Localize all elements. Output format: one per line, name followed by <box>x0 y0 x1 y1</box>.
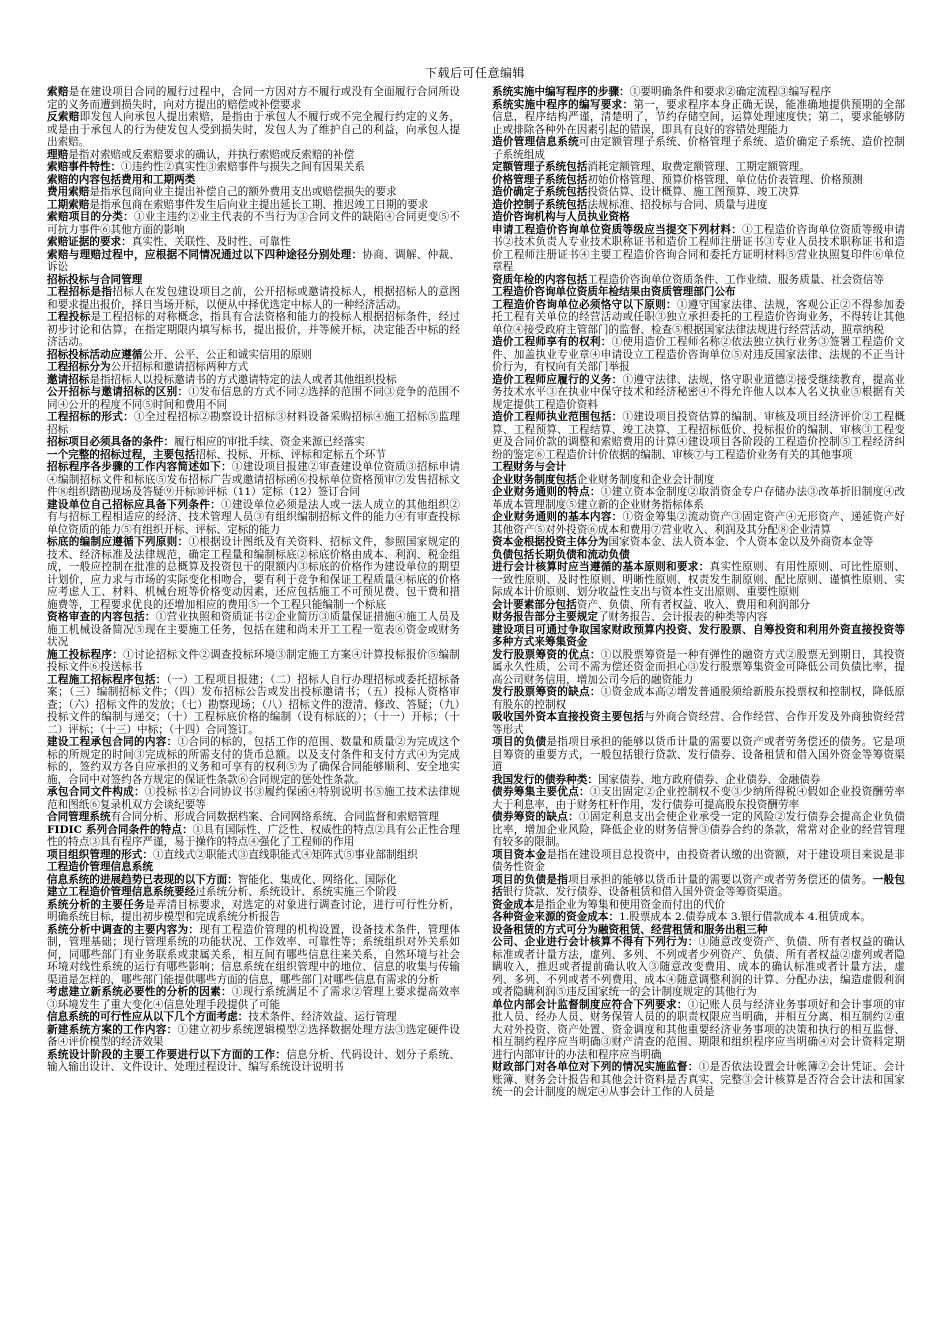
paragraph <box>492 174 905 187</box>
paragraph <box>492 774 905 787</box>
paragraph <box>492 286 905 299</box>
term-body: ①随意改变资产、负债、所有者权益的确认标准或者计量方法，虚列、多列、不列或者少列资产、负债、所有者权益②虚列或者隐瞒收入，推迟或者提前确认收入③随意改变费用、成本的确认标准或者计量方法，虚列、多列、不列或者不列费用、成本④随意调整利润的计算、分配办法，编造虚假利润或者隐瞒利润⑤违反国家统一的会计制度规定的其他行为 <box>492 936 905 998</box>
term-heading: 工程造价管理信息系统 <box>47 861 153 873</box>
term-body: 是弄清目标要求，对选定的对象进行调查讨论，进行可行性分析，明确系统目标，提出初步模型和完成系统分析报告 <box>47 898 461 923</box>
term-body: 资产、负债、所有者权益、收入、费用和利润部分 <box>576 598 810 611</box>
term-body: ①根据设计图纸及有关资料、招标文件，参照国家规定的技术、经济标准及法律规范，确定工程量和编制标底②标底价格由成本、利润、税金组成，一般应控制在批准的总概算及投资包干的限额内③标底的价格作为建设单位的期望计划价，应力求与市场的实际变化相吻合，要有利于竞争和保证工程质量④标底的价格应考虑人工、材料、机械台班等价格变动因素，还应包括施工不可预见费、包干费和措施费等，工程要求优良的还增加相应的费用⑤一个工程只能编制一个标底 <box>47 536 461 611</box>
term-body: 可由定额管理子系统、价格管理子系统、造价确定子系统、造价控制子系统组成 <box>492 136 906 161</box>
term-body: ①讨论招标文件②调查投标环境③制定施工方案④计算投标报价⑤编制投标文件⑥投送标书 <box>47 648 461 673</box>
term-heading: 索赔项目的分类： <box>47 211 135 223</box>
term-heading: 发行股票筹资的优点： <box>492 648 601 661</box>
term-body: ①遵守法律、法规，恪守职业道德②接受继续教育，提高业务技术水平③在执业中保守技术和经济秘密④不得允许他人以本人名义执业⑤根据有关规定提供工程造价资料 <box>492 373 906 411</box>
term-body: 即发包人向承包人提出索赔，是指由于承包人不履行或不完全履行约定的义务，或是由于承包人的行为使发包人受到损失时，发包人为了维护自己的利益，向承包人提出索赔。 <box>47 111 461 148</box>
paragraph <box>47 386 460 411</box>
term-body: 公开招标和邀请招标两种方式 <box>110 361 249 373</box>
term-heading: 工程财务与会计 <box>492 461 567 473</box>
paragraph <box>47 249 460 274</box>
term-heading: 设备租赁的方式可分为融资租赁、经营租赁和服务出租三种 <box>492 923 768 936</box>
term-heading: 工期索赔 <box>47 198 90 211</box>
paragraph <box>492 274 905 287</box>
paragraph <box>492 161 905 174</box>
term-heading: 工程造价咨询单位资质年检结果由资质管理部门公布 <box>492 286 736 298</box>
paragraph <box>47 861 460 874</box>
term-heading: 造价控制子系统包括 <box>492 198 588 211</box>
paragraph <box>47 886 460 899</box>
paragraph <box>492 474 905 487</box>
paragraph <box>47 436 460 449</box>
term-body: 招标、投标、开标、评标和定标五个环节 <box>195 448 386 461</box>
term-heading: 资质年检的内容包括 <box>492 273 588 286</box>
right-column <box>492 86 905 1099</box>
term-body: ①投标书②合同协议书③履约保函④特别说明书⑤施工技术法律规范和图纸⑥复录机双方会谈纪要等 <box>47 786 461 811</box>
paragraph <box>492 599 905 612</box>
paragraph <box>492 561 905 599</box>
paragraph <box>47 536 460 611</box>
term-body: 信息分析、代码设计、划分子系统、输入输出设计、文件设计、处理过程设计、编写系统设计说明书 <box>47 1048 461 1073</box>
paragraph <box>47 611 460 649</box>
paragraph <box>47 786 460 811</box>
paragraph <box>47 674 460 737</box>
paragraph <box>492 549 905 562</box>
term-body: 有合同分析、形成合同数据档案、合同网络系统、合同监督和索赔管理 <box>110 811 439 823</box>
paragraph <box>492 336 905 374</box>
term-body: ①遵守国家法律、法规，客观公正②不得参加委托工程有关单位的经营活动或任职③独立承担委托的工程造价咨询业务，不得转让其他单位④接受政府主管部门的监督、检查⑤根据国家法律法规进行经营活动，照章纳税 <box>492 298 905 336</box>
paragraph <box>492 1061 905 1099</box>
term-heading: 造价工程师应履行的义务： <box>492 373 623 386</box>
term-body: 技术条件、经济效益、运行管理 <box>248 1011 397 1023</box>
paragraph <box>492 136 905 161</box>
term-heading: 债券筹资的缺点： <box>492 811 580 823</box>
paragraph <box>492 849 905 874</box>
term-body: ①直线式②职能式③直线职能式④矩阵式⑤事业部制组织 <box>152 848 418 861</box>
paragraph <box>492 874 905 899</box>
term-body: ①建立资本金制度②取消资金专户存储办法③改革折旧制度④改革成本管理制度⑤建立新的企业财务指标体系 <box>492 486 906 511</box>
paragraph <box>47 236 460 249</box>
paragraph <box>492 736 905 774</box>
term-heading: 企业财务制度包括 <box>492 473 577 486</box>
term-body: ①全过程招标②勘察设计招标③材料设备采购招标④施工招标⑤监理招标 <box>47 411 461 436</box>
paragraph <box>492 624 905 649</box>
term-body: 公开、公平、公正和诚实信用的原则 <box>142 348 312 361</box>
term-heading: 系统实施中程序的编写要求： <box>492 98 634 111</box>
paragraph <box>492 461 905 474</box>
term-heading: 造价确定子系统包括 <box>492 186 588 198</box>
term-heading: 项目资本金 <box>492 848 547 861</box>
term-heading: 一个完整的招标过程，主要包括 <box>47 448 196 461</box>
paragraph <box>492 486 905 511</box>
term-body: ①是否依法设置会计帐簿②会计凭证、会计账簿、财务会计报告和其他会计资料是否真实、完整③会计核算是否符合会计法和国家统一的会计制度的规定④从事会计工作的人员是 <box>492 1061 905 1098</box>
paragraph <box>492 611 905 624</box>
term-heading: 发行股票筹资的缺点： <box>492 686 601 698</box>
term-heading: 招标投标与合同管理 <box>47 273 143 286</box>
term-heading: 建设单位自己招标应具备下列条件： <box>47 498 222 511</box>
term-body: ①具有国际性、广泛性、权威性的特点②具有公正性合理性的特点③具有程序严谨，易于操作的特点④强化了工程师的作用 <box>47 823 460 848</box>
paragraph <box>47 161 460 174</box>
paragraph <box>492 711 905 736</box>
term-body: 智能化、集成化、网络化、国际化 <box>237 873 397 886</box>
paragraph <box>47 1049 460 1074</box>
paragraph <box>492 99 905 137</box>
term-body: 是指对索赔或反索赔要求的确认，并执行索赔或反索赔的补偿 <box>68 148 355 161</box>
paragraph <box>492 999 905 1062</box>
term-heading: 我国发行的债券种类： <box>492 773 598 786</box>
term-heading: 单位内部会计监督制度应符合下列要求： <box>492 998 688 1011</box>
term-heading: 索赔证据的要求： <box>47 236 132 248</box>
paragraph <box>492 649 905 687</box>
paragraph <box>492 224 905 274</box>
term-heading: 邀请招标 <box>47 373 90 386</box>
term-heading: 企业财务通则的特点： <box>492 486 601 498</box>
term-heading: 会计要素部分包括 <box>492 598 577 611</box>
term-heading: 负债包括长期负债和流动负债 <box>492 548 630 561</box>
term-heading: 吸收国外资本直接投资主要包括 <box>492 711 645 723</box>
term-body: ①违约性②真实性③索赔事件与损失之间有因果关系 <box>121 161 365 173</box>
paragraph <box>47 374 460 387</box>
term-heading: 系统分析中调查的主要内容为： <box>47 923 200 936</box>
paragraph <box>492 786 905 811</box>
paragraph <box>492 299 905 337</box>
term-body: 银行贷款、发行债券、设备租赁和借入国外资金等筹资渠道。 <box>502 886 789 898</box>
page-header: 下载后可任意编辑 <box>424 66 525 80</box>
term-body: ①营业执照和资质证书②企业简历③质量保证措施④施工人员及施工机械设备简况⑤现在主要施工任务，包括在建和尚未开工工程一览表⑥资金或财务状况 <box>47 611 461 648</box>
term-heading: FIDIC 系列合同条件的特点： <box>47 823 193 836</box>
term-body: ①资金成本高②增发普通股须给新股东投票权和控制权，降低原有股东的控制权 <box>492 686 906 711</box>
term-heading: 进行会计核算时应当遵循的基本原则和要求： <box>492 561 710 573</box>
paragraph <box>47 349 460 362</box>
term-heading: 造价咨询机构与人员执业资格 <box>492 211 630 223</box>
paragraph <box>492 911 905 924</box>
left-column <box>47 86 460 1074</box>
paragraph <box>47 86 460 111</box>
paragraph <box>47 986 460 1011</box>
term-body: 与外商合资经营、合作经营、合作开发及外商独资经营等形式 <box>492 711 906 736</box>
paragraph <box>47 411 460 436</box>
term-body: 初始价格管理、预算价格管理、单位估价表管理、价格预测 <box>587 173 863 186</box>
term-heading: 信息系统的进展趋势已表现的以下方面： <box>47 873 238 886</box>
paragraph <box>47 874 460 887</box>
term-body: 了财务报告、会计报表的种类等内容 <box>597 611 768 623</box>
term-body: 是指在建设项目总投资中，由投资者认缴的出资额，对于建设项目来说是非债务性资金 <box>492 848 906 873</box>
term-body: ①现行系统满足不了需求②管理上要求提高效率③环境发生了重大变化④信息处理手段提供了可能 <box>47 986 460 1011</box>
term-heading: 资本金根据投资主体分为 <box>492 536 609 548</box>
paragraph <box>492 186 905 199</box>
paragraph <box>47 849 460 862</box>
term-heading: 索赔事件特性： <box>47 161 122 173</box>
term-body: ①发布信息的方式不同②选择的范围不同③竞争的范围不同④公开的程度不同⑤时间和费用不同 <box>47 386 461 411</box>
term-heading: 申请工程造价咨询单位资质等级应当提交下列材料： <box>492 223 743 236</box>
paragraph <box>492 511 905 536</box>
term-body: ①合同的标的，包括工作的范围、数量和质量②为完成这个标的所规定的时间③完成标的所需支付的货币总额。以及支付条件和支付方式④为完成标的，签约双方各自应承担的义务和可享有的权利⑤为了确保合同能够顺利、安全地实施，合同中对签约各方规定的保证性条款⑥合同规定的惩处性条款。 <box>47 736 461 786</box>
term-heading: 资金成本 <box>492 898 535 911</box>
term-body: 是指项目承担的能够以货币计量的需要以资产或者劳务偿还的债务。它是项目筹资的重要方式，一般包括银行贷款、发行债券、设备租赁和借入国外资金等筹资渠道 <box>492 736 906 773</box>
term-heading: 索赔与理赔过程中，应根据不同情况通过以下四种途径分别处理： <box>47 248 363 261</box>
term-heading: 财政部门对各单位对下列的情况实施监督： <box>492 1061 699 1073</box>
term-heading: 建设项目可通过争取国家财政预算内投资、发行股票、自筹投资和利用外资直接投资等多种方式来筹集资金 <box>492 623 905 648</box>
term-heading: 财务报告部分主要规定 <box>492 611 598 623</box>
term-heading: 债券筹集主要优点： <box>492 786 590 798</box>
paragraph <box>47 811 460 824</box>
term-body: 现有工程造价管理的机构设置，设备技术条件，管理体制，管理基础；现行管理系统的功能状况、工作效率、可靠性等；系统组织对外关系如何，同哪些部门有业务联系或隶属关系，相互间有哪些信息往来关系，自然环境与社会环境对线性系统的运行有哪些影响；信息系统在组织管理中的地位、信息的收集与传输渠道是怎样的，哪些部门能提供哪些方面的信息，哪些部门对哪些信息有需求的分析 <box>47 923 461 986</box>
term-body: 真实性、关联性、及时性、可靠性 <box>131 236 291 248</box>
term-heading: 系统设计阶段的主要工作要进行以下方面的工作： <box>47 1048 287 1061</box>
term-heading: 工程投标 <box>47 311 91 323</box>
term-heading: 工程招标分为 <box>47 361 111 373</box>
term-heading: 工程招标的形式： <box>47 411 135 423</box>
paragraph <box>492 199 905 212</box>
paragraph <box>47 149 460 162</box>
term-heading: 项目的负债 <box>492 736 547 748</box>
term-body: ①工程造价咨询单位资质等级申请书②技术负责人专业技术职称证书和造价工程师注册证书③专业人员技术职称证书和造价工程师注册证书④主要工程造价咨询合同和委托方证明材料⑤营业执照复印件⑥单位章程 <box>492 223 906 273</box>
paragraph <box>47 461 460 499</box>
paragraph <box>47 499 460 537</box>
term-heading: 公司、企业进行会计核算不得有下列行为： <box>492 936 699 948</box>
term-body: ①使用造价工程师名称②依法独立执行业务③签署工程造价文件、加盖执业专业章④申请设立工程造价咨询单位⑤对违反国家法律、法规的不正当计价行为，有权向有关部门举报 <box>492 336 906 373</box>
term-heading: 索赔的内容包括费用和工期两类 <box>47 173 196 186</box>
term-body: ①建设项目报建②审查建设单位资质③招标申请④编制招标文件和标底⑤发布招标广告或邀请招标函⑥投标单位资格预审⑦发售招标文件⑧组织踏勘现场及答疑⑨开标⑩评标（11）定标（12）签订合同 <box>47 461 460 498</box>
paragraph <box>47 311 460 349</box>
paragraph <box>47 199 460 212</box>
term-heading: 新建系统方案的工作内容： <box>47 1023 178 1036</box>
term-heading: 费用索赔 <box>47 186 90 198</box>
term-heading: 信息系统的可行性应从以下几个方面考虑： <box>47 1011 249 1023</box>
paragraph <box>492 924 905 937</box>
term-heading: 资格审查的内容包括： <box>47 611 156 623</box>
paragraph <box>47 824 460 849</box>
term-body: 工程造价咨询单位资质条件、工作业绩、服务质量、社会资信等 <box>587 273 884 286</box>
term-body: ①固定利息支出会使企业承受一定的风险②发行债券会提高企业负债比率，增加企业风险，降低企业的财务信誉③债券合约的条款，常常对企业的经营管理有较多的限制。 <box>492 811 906 848</box>
term-heading: 建立工程造价管理信息系统要经 <box>47 886 196 898</box>
term-heading: 企业财务通则的基本内容： <box>492 511 623 523</box>
paragraph <box>492 899 905 912</box>
paragraph <box>492 411 905 461</box>
term-heading: 各种资金来源的资金成本： <box>492 911 620 923</box>
term-body: ①资金筹集②流动资产③固定资产④无形资产、递延资产好其他资产⑤对外投资⑥成本和费用⑦营业收入、利润及其分配⑧企业清算 <box>492 511 906 536</box>
term-body: ①建立初步系统逻辑模型②选择数据处理方法③选定硬件设备④评价模型的经济效果 <box>47 1023 461 1048</box>
paragraph <box>47 174 460 187</box>
term-body: 是指承包商向业主提出补偿自己的额外费用支出或赔偿损失的要求 <box>89 186 397 198</box>
term-heading: 建设工程承包合同的内容： <box>47 736 178 748</box>
paragraph <box>47 361 460 374</box>
term-body: 企业财务制度和企业会计制度 <box>576 473 715 486</box>
term-body: 是工程招标的对称概念，指具有合法资格和能力的投标人根据招标条件，经过初步讨论和估算，在指定期限内填写标书，提出报价，并等候开标，决定能否中标的经济活动。 <box>47 311 461 348</box>
paragraph <box>47 111 460 149</box>
paragraph <box>492 811 905 849</box>
term-heading: 工程造价咨询单位必须恪守以下原则： <box>492 298 677 311</box>
term-heading: 项目组织管理的形式： <box>47 848 153 861</box>
term-body: 投资估算、设计概算、施工图预算、竣工决算 <box>587 186 800 198</box>
term-body: 是指招标人以投标邀请书的方式邀请特定的法人或者其他组织投标 <box>89 373 397 386</box>
paragraph <box>47 1011 460 1024</box>
paragraph <box>47 211 460 236</box>
term-heading: 合同管理系统 <box>47 811 111 823</box>
term-body: 招标人在发包建设项目之前，公开招标或邀请投标人，根据招标人的意图和要求提出报价，择日当场开标，以便从中择优选定中标人的一种经济活动。 <box>47 286 461 311</box>
term-heading: 施工投标程序： <box>47 648 124 661</box>
paragraph <box>492 374 905 412</box>
term-body: 消耗定额管理、取费定额管理、工期定额管理。 <box>587 161 810 173</box>
paragraph <box>492 211 905 224</box>
term-body: ①建设项目投资估算的编制、审核及项目经济评价②工程概算、工程预算、工程结算、竣工决算、工程招标低价、投标报价的编制、审核③工程变更及合同价款的调整和索赔费用的计算④建设项目各阶段的工程造价控制⑤工程经济纠纷的鉴定⑥工程造价计价依据的编制、审核⑦与工程造价业务有关的其他事项 <box>492 411 906 461</box>
paragraph <box>47 736 460 786</box>
term-heading: 标底的编制应遵循下列原则： <box>47 536 189 548</box>
term-body: 履行相应的审批手续、资金来源已经落实 <box>174 436 365 448</box>
term-heading: 公开招标与邀请招标的区别： <box>47 386 189 398</box>
term-heading: 定额管理子系统包括 <box>492 161 588 173</box>
paragraph <box>47 1024 460 1049</box>
paragraph <box>492 536 905 549</box>
paragraph <box>492 936 905 999</box>
paragraph <box>47 286 460 311</box>
term-body: 真实性原则、有用性原则、可比性原则、一致性原则、及时性原则、明晰性原则、权责发生制原则、配比原则、谨慎性原则、实际成本计价原则、划分收益性支出与资本性支出原则、重要性原则 <box>492 561 905 598</box>
term-body: 法规标准、招投标与合同、质量与进度 <box>587 198 768 211</box>
paragraph <box>47 449 460 462</box>
term-heading: 项目的负债是指 <box>492 873 569 886</box>
term-body: 是指企业为筹集和使用资金而付出的代价 <box>534 898 726 911</box>
term-heading: 系统实施中编写程序的步骤： <box>492 86 630 98</box>
term-heading: 承包合同文件构成： <box>47 786 145 798</box>
paragraph <box>47 924 460 987</box>
term-body: ①以股票筹资是一种有弹性的融资方式②股票无到期日，其投资属永久性质，公司不需为偿还资金而担心③发行股票筹集资金可降低公司负债比率，提高公司财务信用，增加公司今后的融资能力 <box>492 648 906 686</box>
paragraph <box>47 274 460 287</box>
term-heading: 系统分析的主要任务 <box>47 898 145 911</box>
term-body: 国家债券、地方政府债券、企业债券、金融债券 <box>597 773 821 786</box>
term-body: ①记账人员与经济业务事项好和会计事项的审批人员、经办人员、财务保管人员的的职责权限应当明确，并相互分离、相互制约②重大对外投资、资产处置、资金调度和其他重要经济业务事项的决策和执行的相互监督、相互制约程序应当明确③财产清查的范围、期限和组织程序应当明确④对会计资料定期进行内部审计的办法和程序应当明确 <box>492 998 905 1061</box>
paragraph <box>47 899 460 924</box>
term-heading: 造价管理信息系统 <box>492 136 580 148</box>
term-heading: 招标投标活动应遵循 <box>47 348 143 361</box>
term-heading: 招标项目必须具备的条件： <box>47 436 175 448</box>
term-body: （一）工程项目报建；（二）招标人自行办理招标或委托招标备案；（三）编制招标文件；（四）发布招标公告或发出投标邀请书；（五）投标人资格审查；（六）招标文件的发放；（七）勘察现场；（八）招标文件的澄清、修改、答疑；（九）投标文件的编制与递交；（十）工程标底价格的编制（设有标底的）；（十一）开标；（十二）评标；（十三）中标；（十四）合同签订。 <box>47 673 461 736</box>
term-body: 过系统分析、系统设计、系统实施三个阶段 <box>195 886 397 898</box>
term-heading: 工程招标是指 <box>47 286 113 298</box>
term-body: ①要明确条件和要求②确定流程③编写程序 <box>629 86 831 98</box>
term-heading: 价格管理子系统包括 <box>492 173 588 186</box>
term-body: 1.股票成本 2.债券成本 3.银行借款成本 4.租赁成本。 <box>619 911 871 923</box>
term-heading: 理赔 <box>47 148 69 161</box>
term-heading: 造价工程师享有的权利： <box>492 336 612 348</box>
term-body: 协商、调解、仲裁、诉讼 <box>47 248 461 273</box>
term-body: 第一，要求程序本身正确无误，能准确地提供预期的全部信息，程序结构严谨，清楚明了，节约存储空间，运算处理速度快；第二，要求能够防止或排除各种外在因素引起的错误，即具有良好的容错处理能力 <box>492 98 906 136</box>
term-body: ①支出固定②企业控制权不变③少纳所得税④假如企业投资酬劳率大于利息率，由于财务杠杆作用，发行债券可提高股东投资酬劳率 <box>492 786 906 811</box>
paragraph <box>47 649 460 674</box>
term-body: ①业主违约②业主代表的不当行为③合同文件的缺陷④合同更变⑤不可抗力事件⑥其他方面的影响 <box>47 211 461 236</box>
term-heading: 招标程序各步骤的工作内容简述如下： <box>47 461 232 473</box>
term-heading: 考虑建立新系统必要性的分析的因素： <box>47 986 232 998</box>
paragraph <box>492 686 905 711</box>
term-heading: 工程施工招标程序包括： <box>47 673 167 686</box>
term-heading: 反索赔 <box>47 111 80 123</box>
term-body: ①建设单位必须是法人或一法人成立的其他组织②有与招标工程相适应的经济、技术管理人员③有组织编制招标文件的能力④有审查投标单位资质的能力⑤有组织开标、评标、定标的能力 <box>47 498 461 536</box>
term-body: 国家资本金、法人资本金、个人资本金以及外商资本金等 <box>608 536 874 548</box>
term-body: 是指承包商在索赔事件发生后向业主提出延长工期、推迟竣工日期的要求 <box>89 198 429 211</box>
paragraph <box>47 186 460 199</box>
paragraph <box>492 86 905 99</box>
term-body: 项目承担的能够以货币计量的需要以资产或者劳务偿还的债务。 <box>568 873 873 886</box>
term-heading: 造价工程师执业范围包括： <box>492 411 623 423</box>
term-body: 是在建设项目合同的履行过程中，合同一方因对方不履行或没有全面履行合同所设定的义务而遭到损失时，向对方提出的赔偿或补偿要求 <box>47 86 461 111</box>
term-heading: 索赔 <box>47 86 69 98</box>
term-heading: 一般包括 <box>492 873 906 898</box>
